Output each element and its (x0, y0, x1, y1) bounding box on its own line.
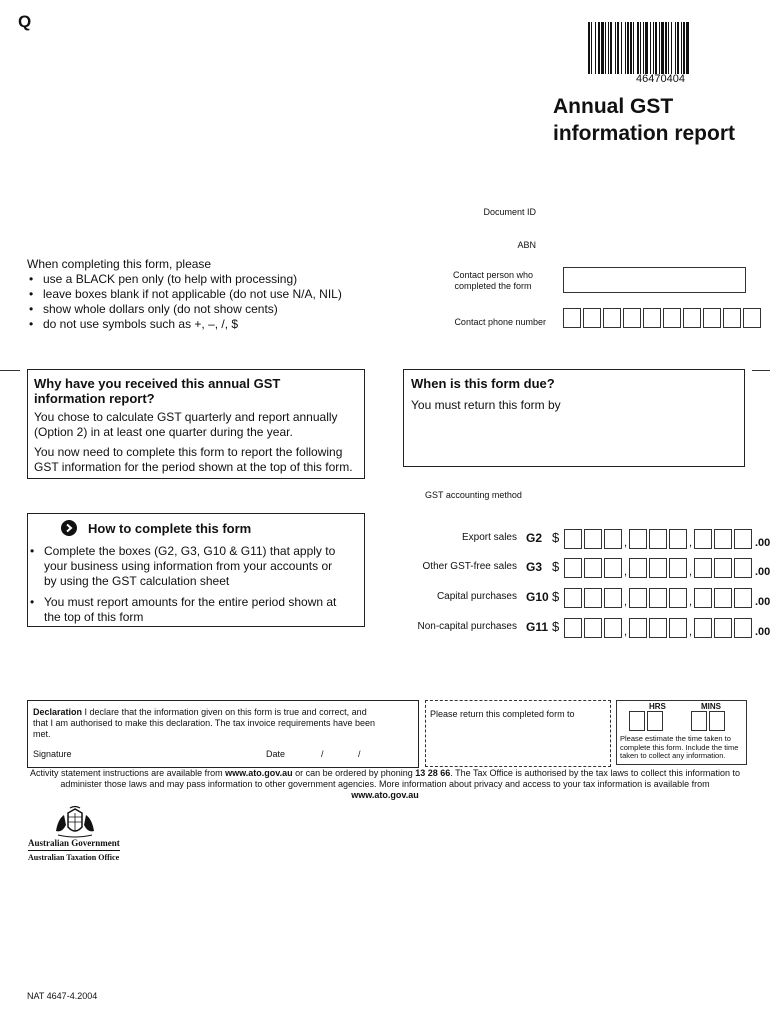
footer-phone: 13 28 66 (415, 768, 451, 778)
gst-row-label: Export sales (461, 532, 517, 543)
declaration-label: Declaration (33, 707, 83, 717)
title-line-1: Annual GST (553, 95, 674, 118)
gst-row-label: Other GST-free sales (422, 561, 517, 572)
time-note: Please estimate the time taken to complete this form. Include the time taken to collect any information. (620, 734, 739, 760)
hrs-input[interactable] (629, 711, 663, 731)
list-item: • do not use symbols such as +, –, /, $ (27, 317, 387, 332)
date-separator: / (358, 749, 361, 759)
gst-row-label: Non-capital purchases (417, 621, 517, 632)
gst-method-label: GST accounting method (425, 490, 522, 500)
footer-notice (30, 768, 740, 801)
logo-line-2: Australian Taxation Office (28, 853, 120, 862)
gst-code: G10 (526, 590, 549, 604)
list-item: • use a BLACK pen only (to help with processing) (27, 272, 387, 287)
title-line-2: information report (553, 122, 735, 145)
contact-person-input[interactable] (563, 267, 746, 293)
divider-right (752, 370, 770, 371)
how-heading: How to complete this form (88, 521, 252, 536)
cents-mark: .00 (755, 596, 770, 608)
contact-person-label: Contact person who completed the form (452, 270, 534, 291)
declaration-panel (27, 700, 419, 768)
gst-amount-input[interactable]: , , .00 (564, 558, 770, 578)
why-heading: Why have you received this annual GST information report? (34, 376, 281, 406)
dollar-sign: $ (552, 559, 560, 574)
footer-text: . The Tax Office is authorised by the tax laws to collect this information to administer those laws and may pass information to other government agencies. More information about privacy and access to your tax information is available from (60, 768, 740, 789)
dollar-sign: $ (552, 530, 560, 545)
gst-code: G11 (526, 620, 549, 634)
dollar-sign: $ (552, 619, 560, 634)
divider-left (0, 370, 20, 371)
footer-text: Activity statement instructions are available from (30, 768, 223, 778)
gst-code: G2 (526, 531, 543, 545)
hrs-label: HRS (649, 702, 666, 711)
signature-label: Signature (33, 749, 72, 759)
list-item: • You must report amounts for the entire period shown at the top of this form (28, 595, 338, 625)
logo-line-1: Australian Government (28, 838, 120, 848)
cents-mark: .00 (755, 626, 770, 638)
gst-row-label: Capital purchases (436, 591, 517, 602)
cents-mark: .00 (755, 566, 770, 578)
abn-label: ABN (517, 240, 536, 250)
barcode (588, 22, 746, 74)
cents-mark: .00 (755, 537, 770, 549)
footer-link[interactable]: www.ato.gov.au (225, 768, 293, 778)
contact-phone-label: Contact phone number (454, 317, 546, 327)
gst-code: G3 (526, 560, 543, 574)
gst-amount-input[interactable]: , , .00 (564, 529, 770, 549)
coat-of-arms-icon (50, 805, 100, 839)
corner-mark: Q (18, 12, 32, 31)
declaration-text (33, 707, 383, 740)
mins-label: MINS (701, 702, 721, 711)
list-item: • show whole dollars only (do not show cents) (27, 302, 387, 317)
dollar-sign: $ (552, 589, 560, 604)
due-panel (403, 369, 745, 467)
mins-input[interactable] (691, 711, 725, 731)
page-title (553, 93, 735, 147)
date-label: Date (266, 749, 286, 759)
list-item: • Complete the boxes (G2, G3, G10 & G11) that apply to your business using information from your accounts or by using the GST calculation sheet (28, 544, 338, 589)
time-estimate-box (616, 700, 747, 765)
return-label: Please return this completed form to (430, 709, 575, 719)
barcode-number: 46470404 (636, 73, 685, 85)
arrow-right-icon (61, 520, 77, 536)
gst-amount-input[interactable]: , , .00 (564, 618, 770, 638)
why-para-1: You chose to calculate GST quarterly and report annually (Option 2) in at least one quarter during the year. (34, 410, 338, 439)
instructions (27, 257, 387, 332)
nat-code: NAT 4647-4.2004 (27, 991, 98, 1001)
gst-amount-input[interactable]: , , .00 (564, 588, 770, 608)
return-address-box[interactable] (425, 700, 611, 767)
why-panel (27, 369, 365, 479)
instructions-intro: When completing this form, please (27, 257, 212, 271)
why-para-2: You now need to complete this form to report the following GST information for the period shown at the top of this form. (34, 445, 353, 474)
contact-phone-input[interactable] (563, 308, 763, 328)
list-item: • leave boxes blank if not applicable (do not use N/A, NIL) (27, 287, 387, 302)
footer-link[interactable]: www.ato.gov.au (351, 790, 419, 800)
date-separator: / (321, 749, 324, 759)
how-panel (27, 513, 365, 627)
due-text: You must return this form by (411, 398, 561, 412)
footer-text: or can be ordered by phoning (295, 768, 413, 778)
document-id-label: Document ID (483, 207, 536, 217)
declaration-body: I declare that the information given on this form is true and correct, and that I am authorised to make this declaration. The tax invoice requirements have been met. (33, 707, 376, 739)
government-logo (28, 838, 120, 862)
due-heading: When is this form due? (411, 376, 555, 391)
